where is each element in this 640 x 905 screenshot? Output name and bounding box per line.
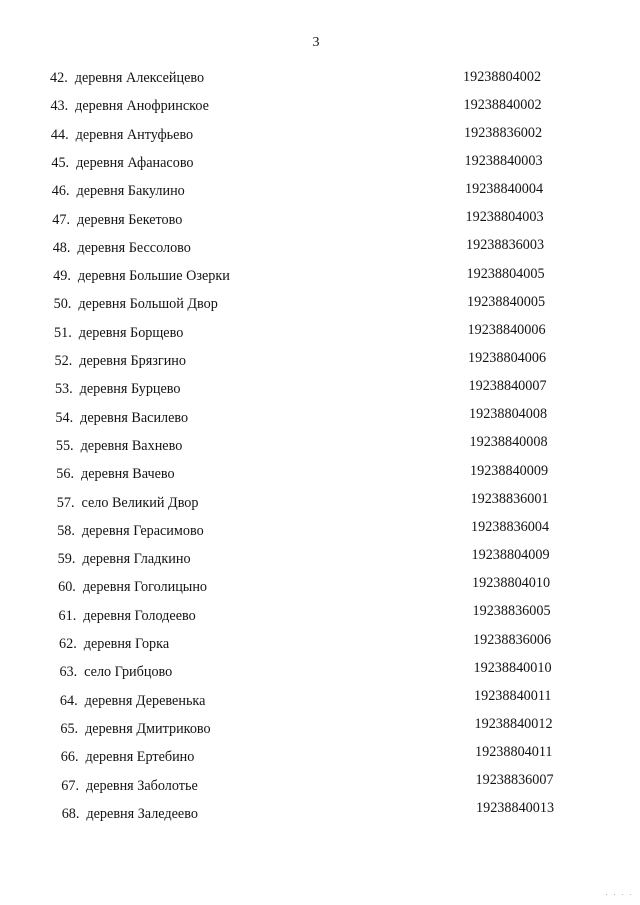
list-item [60,720,210,738]
item-number: 46. [51,183,70,200]
list-item [54,324,183,342]
settlement-name: деревня Василево [80,409,189,426]
list-item [62,805,198,823]
item-number: 53. [54,381,73,398]
settlement-name: деревня Ертебино [85,749,195,766]
oktmo-code: 19238840002 [463,96,542,113]
oktmo-code: 19238804003 [465,209,544,226]
oktmo-code: 19238840007 [468,378,547,395]
settlement-name: деревня Бессолово [77,239,191,256]
list-item [61,777,198,795]
list-item [58,550,191,568]
list-item [51,126,193,144]
list-item [55,380,181,398]
oktmo-code: 19238840005 [467,293,546,310]
settlement-name: деревня Вахнево [80,437,183,454]
settlement-name: деревня Горка [83,636,170,652]
item-number: 58. [57,522,75,539]
item-number: 55. [55,437,74,454]
oktmo-code: 19238836006 [473,631,552,648]
item-number: 51. [54,324,72,341]
list-item [61,748,195,766]
item-number: 47. [52,211,70,228]
list-item [59,635,169,653]
item-number: 59. [57,551,76,568]
oktmo-code: 19238804010 [472,575,551,592]
list-item [50,97,208,115]
item-number: 45. [51,154,70,171]
oktmo-code: 19238840012 [474,715,553,732]
item-number: 66. [60,749,79,766]
settlement-name: деревня Заболотье [85,777,198,794]
item-number: 57. [56,494,75,511]
list-item [55,409,188,427]
oktmo-code: 19238840010 [473,659,552,676]
oktmo-code: 19238840003 [464,152,543,169]
settlement-name: деревня Большой Двор [78,296,218,313]
settlement-name: деревня Вачево [81,466,175,483]
settlement-name: деревня Бекетово [76,211,183,228]
oktmo-code: 19238840009 [470,462,549,479]
list-item [54,295,218,313]
settlement-name: деревня Заледеево [86,805,198,822]
scan-corner-marks: · · · · [605,891,634,899]
item-number: 44. [50,126,69,143]
oktmo-code: 19238836005 [472,603,551,620]
list-item [56,465,174,483]
oktmo-code: 19238804008 [469,406,548,423]
oktmo-code: 19238804006 [468,350,547,366]
list-item [52,211,182,229]
settlement-name: село Великий Двор [81,494,199,511]
list-item [60,692,206,710]
item-number: 67. [61,777,79,794]
item-number: 54. [55,409,74,426]
item-number: 43. [50,98,69,115]
settlement-name: деревня Гладкино [82,551,191,568]
oktmo-code: 19238804002 [463,68,542,85]
oktmo-code: 19238836001 [470,490,549,507]
oktmo-code: 19238840008 [469,434,548,451]
settlement-name: деревня Брязгино [79,353,186,369]
list-item [51,154,193,172]
oktmo-code: 19238804009 [471,547,550,564]
oktmo-code: 19238804005 [466,265,545,282]
item-number: 68. [61,805,80,822]
item-number: 48. [52,239,71,256]
settlement-name: деревня Бакулино [76,183,185,200]
list-item [53,239,191,257]
list-item [53,267,230,285]
oktmo-code: 19238836007 [475,772,554,789]
list-item [56,437,182,455]
item-number: 49. [53,268,71,285]
item-number: 64. [59,692,78,709]
item-number: 42. [50,70,68,86]
oktmo-code: 19238836004 [471,518,550,535]
settlement-name: деревня Антуфьево [75,126,194,143]
settlement-name: деревня Борщево [78,324,184,341]
item-number: 61. [58,607,77,624]
oktmo-code: 19238840011 [474,687,552,704]
settlement-name: деревня Дмитриково [85,720,211,737]
settlement-name: деревня Голодеево [83,607,196,624]
settlement-name: деревня Герасимово [81,522,204,539]
oktmo-code: 19238804011 [475,744,553,761]
item-number: 52. [54,353,73,369]
list-item [59,607,196,625]
oktmo-code: 19238836003 [466,237,545,254]
oktmo-code: 19238836002 [464,124,543,141]
item-number: 50. [53,296,72,313]
oktmo-code: 19238840006 [467,321,546,338]
oktmo-code: 19238840004 [465,181,544,198]
settlement-name: деревня Гоголицыно [82,579,208,596]
item-number: 63. [59,664,78,681]
list-item [57,522,203,540]
settlement-name: деревня Деревенька [84,692,206,709]
list-item [59,663,172,681]
settlement-name: деревня Большие Озерки [77,268,230,285]
settlement-name: деревня Анофринское [75,98,209,115]
settlement-name: село Грибцово [84,664,173,681]
oktmo-code: 19238840013 [476,800,555,817]
list-item [55,352,186,370]
settlement-name: деревня Алексейцево [74,70,205,86]
item-number: 60. [58,579,76,596]
item-number: 65. [60,720,79,737]
list-item [58,578,207,596]
list-item [52,182,185,200]
settlement-name: деревня Бурцево [79,381,181,398]
list-item [50,69,204,87]
list-item [57,494,199,512]
item-number: 56. [56,466,75,483]
item-number: 62. [59,636,77,652]
settlement-name: деревня Афанасово [76,154,194,171]
page-number: 3 [312,35,320,50]
